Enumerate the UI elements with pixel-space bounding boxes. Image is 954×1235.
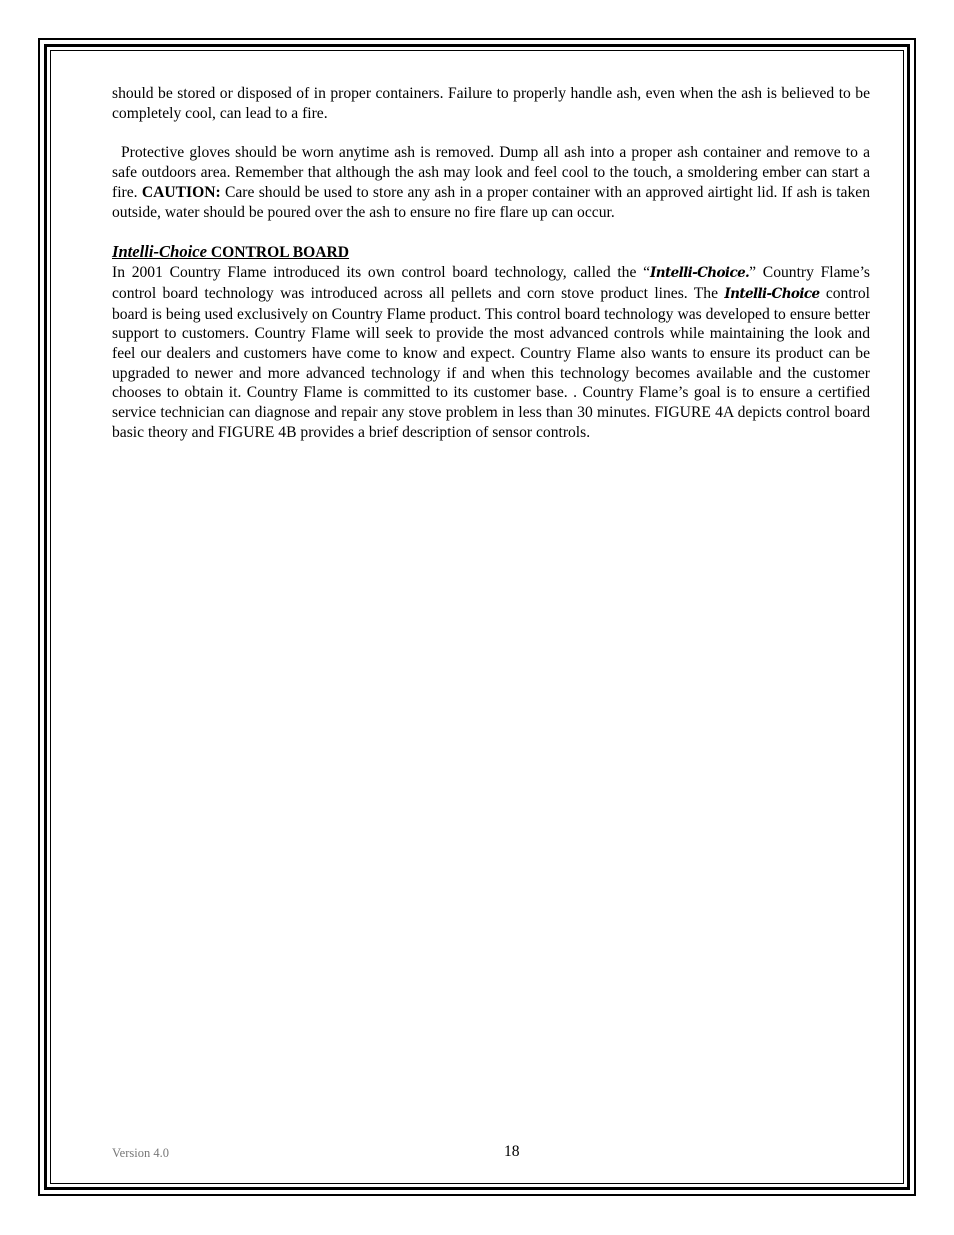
control-board-text-c: control board is being used exclusively on Country Flame product. This control board technology was developed to ensure better support to customers. Country Flame will seek to provide the most advanced controls while maintaining the look and feel our dealers and customers have come to know and expect. Country Flame also wants to ensure its product can be upgraded to newer and more advanced technology if and when this technology becomes available and the customer chooses to obtain it. Country Flame is committed to its customer base. . Country Flame’s goal is to ensure a certified service technician can diagnose and repair any stove problem in less than 30 minutes. FIGURE 4A depicts control board basic theory and FIGURE 4B provides a brief description of sensor controls. — [112, 284, 870, 441]
control-board-text-b: ” Country Flame’s control board technology was introduced across all pellets and corn stove product lines. The — [112, 264, 870, 302]
brand-script-2: Intelli-Choice — [724, 285, 820, 302]
section-heading — [112, 242, 870, 263]
gloves-text: Protective gloves should be worn anytime ash is removed. Dump all ash into a proper ash container and remove to a safe outdoors area. Remember that although the ash may look and feel cool to the touch, a smoldering ember can start a fire. — [112, 144, 870, 201]
protective-gloves-paragraph — [112, 143, 870, 222]
section-heading-title: CONTROL BOARD — [206, 244, 350, 262]
brand-script-1: Intelli-Choice. — [650, 265, 750, 282]
control-board-text-a: In 2001 Country Flame introduced its own control board technology, called the “ — [112, 264, 651, 282]
caution-text: Care should be used to store any ash in a proper container with an approved airtight lid. If ash is taken outside, water should be poured over the ash to ensure no fire flare up can occur. — [112, 183, 870, 221]
page-content — [112, 84, 870, 463]
page-number: 18 — [504, 1143, 520, 1160]
section-heading-brand: Intelli-Choice — [112, 242, 207, 262]
version-label: Version 4.0 — [112, 1146, 169, 1160]
caution-label: CAUTION: — [141, 183, 221, 201]
control-board-paragraph — [112, 263, 870, 442]
ash-disposal-paragraph: should be stored or disposed of in proper containers. Failure to properly handle ash, even when the ash is believed to be completely cool, can lead to a fire. — [112, 85, 870, 122]
